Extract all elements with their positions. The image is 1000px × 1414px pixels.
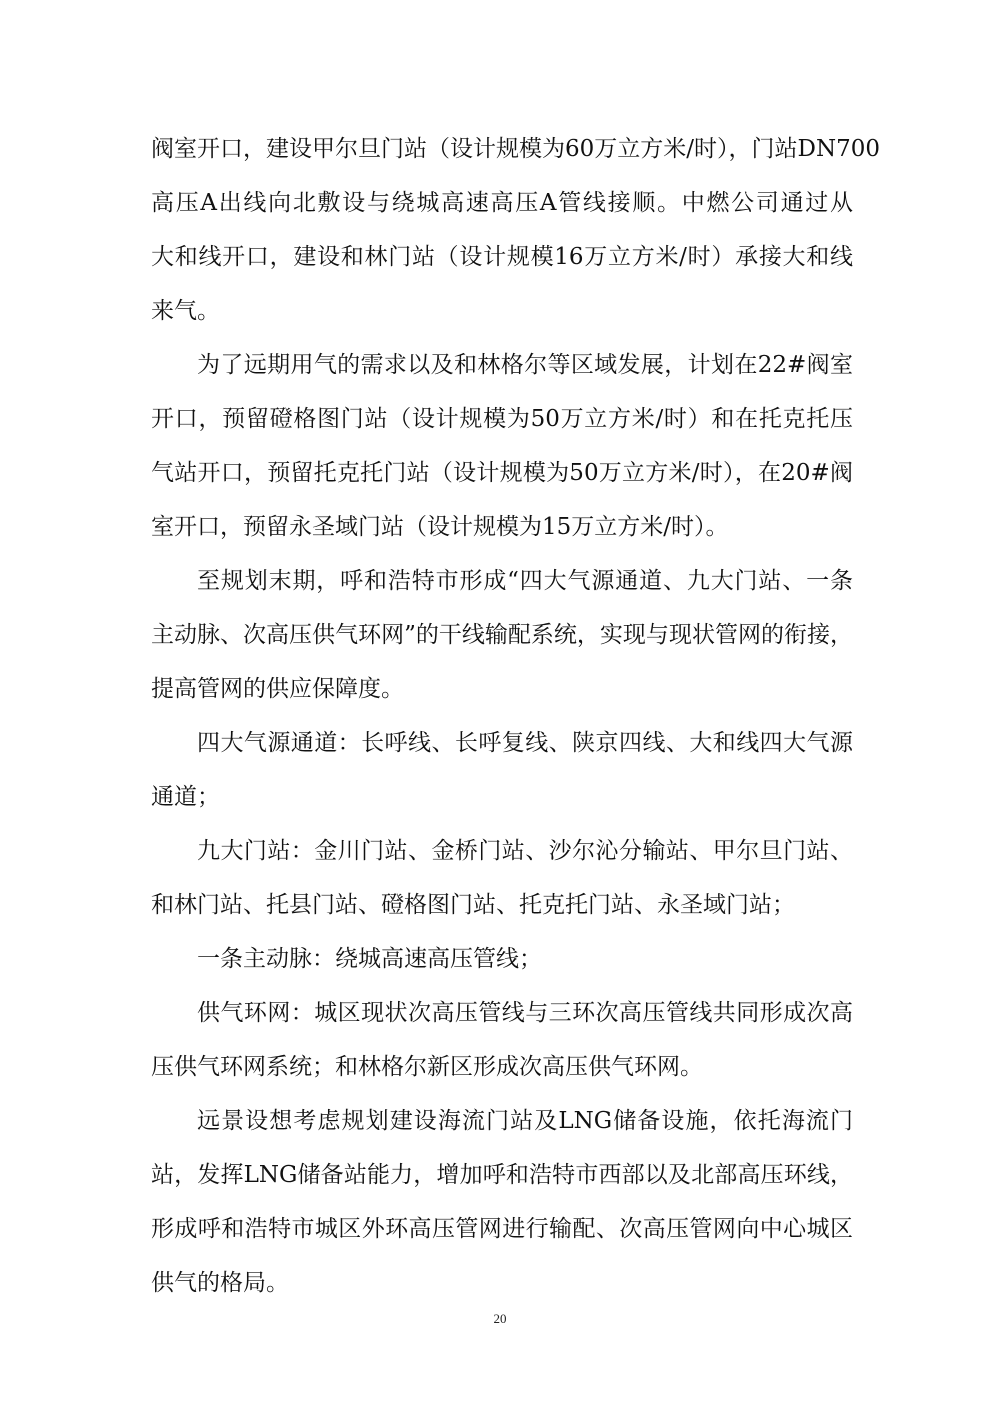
page-number: 20: [493, 1311, 507, 1326]
text-line: 高压A出线向北敷设与绕城高速高压A管线接顺。中燃公司通过从: [151, 190, 853, 216]
text-line: 远景设想考虑规划建设海流门站及LNG储备设施，依托海流门: [197, 1108, 853, 1134]
body-text: [151, 122, 880, 1310]
text-line: 为了远期用气的需求以及和林格尔等区域发展，计划在22#阀室: [197, 352, 853, 378]
paragraph: [151, 716, 853, 824]
text-line: 至规划末期，呼和浩特市形成“四大气源通道、九大门站、一条: [197, 568, 853, 594]
text-line: 四大气源通道：长呼线、长呼复线、陕京四线、大和线四大气源: [197, 730, 853, 756]
text-line: 提高管网的供应保障度。: [151, 676, 404, 702]
text-line: 形成呼和浩特市城区外环高压管网进行输配、次高压管网向中心城区: [151, 1216, 853, 1242]
paragraph: [151, 932, 853, 986]
text-line: 气站开口，预留托克托门站（设计规模为50万立方米/时），在20#阀: [151, 460, 853, 486]
text-line: 开口，预留磴格图门站（设计规模为50万立方米/时）和在托克托压: [151, 406, 853, 432]
paragraph: [151, 824, 853, 932]
text-line: 站，发挥LNG储备站能力，增加呼和浩特市西部以及北部高压环线，: [151, 1162, 853, 1188]
text-line: 通道；: [151, 784, 220, 810]
text-line: 阀室开口，建设甲尔旦门站（设计规模为60万立方米/时），门站DN700: [151, 136, 880, 162]
text-line: 供气的格局。: [151, 1270, 289, 1296]
paragraph: [151, 1094, 853, 1310]
paragraph: [151, 986, 853, 1094]
text-line: 供气环网：城区现状次高压管线与三环次高压管线共同形成次高: [197, 1000, 853, 1026]
text-line: 九大门站：金川门站、金桥门站、沙尔沁分输站、甲尔旦门站、: [197, 838, 853, 864]
paragraph: [151, 554, 853, 716]
paragraph: [151, 338, 853, 554]
text-line: 压供气环网系统；和林格尔新区形成次高压供气环网。: [151, 1054, 703, 1080]
paragraph: [151, 122, 880, 338]
text-line: 大和线开口，建设和林门站（设计规模16万立方米/时）承接大和线: [151, 244, 853, 270]
text-line: 一条主动脉：绕城高速高压管线；: [197, 946, 542, 972]
text-line: 室开口，预留永圣域门站（设计规模为15万立方米/时）。: [151, 514, 729, 540]
text-line: 来气。: [151, 298, 220, 324]
text-line: 和林门站、托县门站、磴格图门站、托克托门站、永圣域门站；: [151, 892, 795, 918]
text-line: 主动脉、次高压供气环网”的干线输配系统，实现与现状管网的衔接，: [151, 622, 853, 648]
